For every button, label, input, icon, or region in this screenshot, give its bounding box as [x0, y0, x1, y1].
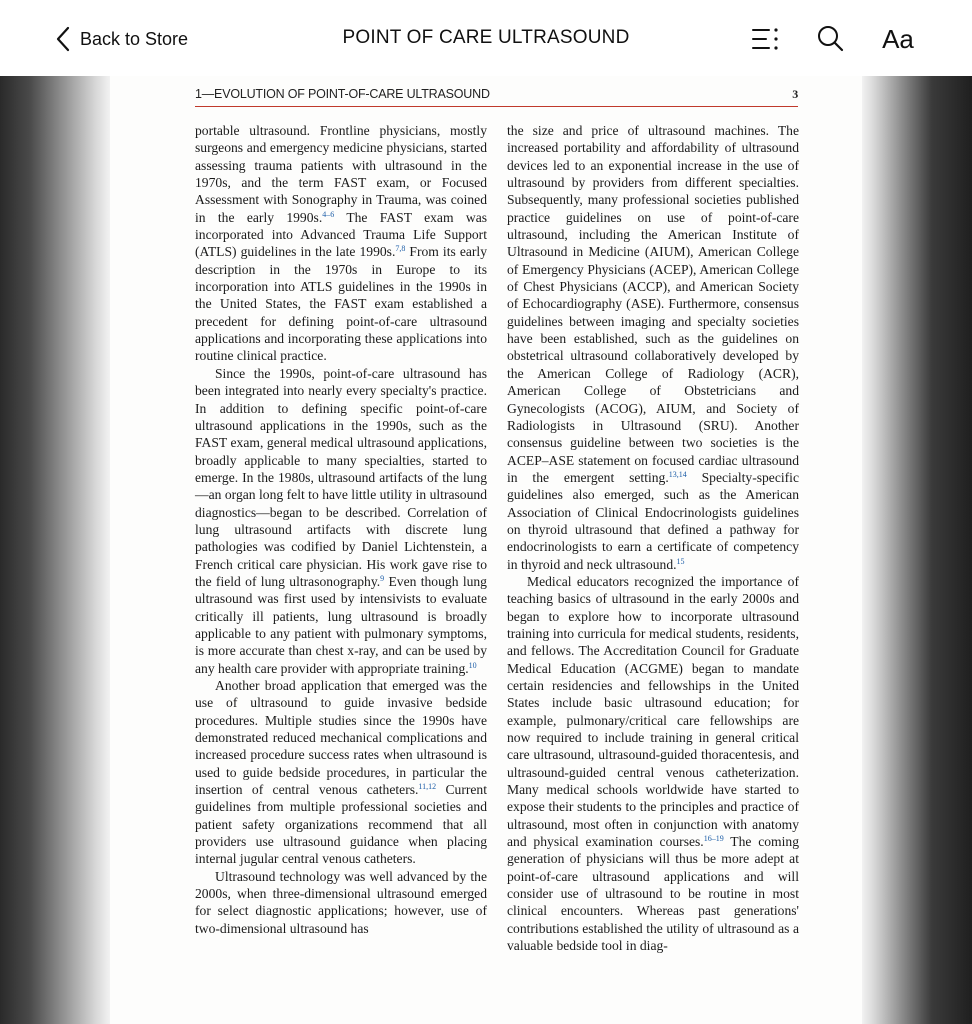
- body-paragraph: [195, 677, 487, 868]
- paragraph-text: the size and price of ultrasound machines. The increased portability and affordability of ultrasound devices led to an exponential increase in the use of ultrasound by providers from different specialties. Subsequently, many professional societies published practice guidelines on use of point-of-care ultrasound, including the American Institute of Ultrasound in Medicine (AIUM), American College of Emergency Physicians (ACEP), American College of Chest Physicians (ACCP), and American Society of Echocardiography (ASE). Furthermore, consensus guidelines between imaging and specialty societies have been established, such as the guidelines on obstetrical ultrasound collaboratively developed by the American College of Radiology (ACR), American College of Obstetricians and Gynecologists (ACOG), AIUM, and Society of Radiologists in Ultrasound (SRU). Another consensus guideline between two societies is the ACEP–ASE statement on focused cardiac ultrasound in the emergent setting.: [507, 123, 799, 485]
- paragraph-text: Even though lung ultrasound was first used by intensivists to evaluate critically ill patients, lung ultrasound is broadly applicable to any patient with pulmonary symptoms, is more accurate than chest x-ray, and can be used by any health care provider with appropriate training.: [195, 573, 487, 676]
- left-text-column: [195, 122, 487, 937]
- citation-superscript[interactable]: 7,8: [395, 244, 406, 254]
- paragraph-text: Since the 1990s, point-of-care ultrasound has been integrated into nearly every specialty's practice. In addition to defining specific point-of-care ultrasound applications in the 1990s, such as the FAST exam, general medical ultrasound applications, broadly applicable to many specialties, started to emerge. In the 1980s, ultrasound artifacts of the lung—an organ long felt to have little utility in ultrasound diagnostics—began to be described. Correlation of lung ultrasound artifacts with discrete lung pathologies was codified by Daniel Lichtenstein, a French critical care physician. His work gave rise to the field of lung ultrasonography.: [195, 365, 487, 589]
- paragraph-text: The FAST exam was incorporated into Advanced Trauma Life Support (ATLS) guidelines in the late 1990s.: [195, 209, 488, 260]
- body-paragraph: [507, 573, 799, 955]
- paragraph-text: portable ultrasound. Frontline physicians, mostly surgeons and emergency medicine physicians, started assessing trauma patients with ultrasound in the 1970s, and the term FAST exam, or Focused Assessment with Sonography in Trauma, was coined in the early 1990s.: [195, 123, 487, 225]
- body-paragraph: [195, 122, 487, 365]
- body-paragraph: [195, 868, 487, 937]
- back-to-store-button[interactable]: [56, 24, 188, 54]
- paragraph-text: Current guidelines from multiple professional societies and patient safety organizations recommend that all providers use ultrasound guidance when placing internal jugular central venous catheters.: [195, 782, 487, 867]
- citation-superscript[interactable]: 16–19: [703, 834, 724, 844]
- citation-superscript[interactable]: 15: [676, 556, 685, 566]
- running-head: [195, 86, 798, 107]
- paragraph-text: Specialty-specific guidelines also emerged, such as the American Association of Clinical Endocrinologists guidelines on thyroid ultrasound that defined a pathway for endocrinologists to earn a certificate of competency in thyroid and neck ultrasound.: [507, 469, 799, 572]
- left-page-margin: [0, 76, 110, 1024]
- paragraph-text: Medical educators recognized the importance of teaching basics of ultrasound in the early 2000s and began to explore how to incorporate ultrasound training into curricula for medical students, residents, and fellows. The Accreditation Council for Graduate Medical Education (ACGME) began to mandate certain residencies and fellowships in the United States include basic ultrasound education; for example, pulmonary/critical care fellowships are now required to include training in general critical care ultrasound, ultrasound-guided thoracentesis, and ultrasound-guided central venous catheterization. Many medical schools worldwide have started to expose their students to the principles and practice of ultrasound, most often in conjunction with anatomy and physical examination courses.: [507, 573, 799, 850]
- citation-superscript[interactable]: 4–6: [322, 209, 335, 219]
- table-of-contents-icon[interactable]: [749, 22, 783, 56]
- body-paragraph: [195, 365, 487, 677]
- page-number: 3: [792, 87, 798, 101]
- book-page: [110, 76, 862, 1024]
- citation-superscript[interactable]: 11,12: [418, 782, 437, 792]
- chapter-running-title: 1—EVOLUTION OF POINT-OF-CARE ULTRASOUND: [195, 87, 490, 101]
- search-icon[interactable]: [814, 22, 848, 56]
- chevron-left-icon: [56, 26, 70, 52]
- body-paragraph: [507, 122, 799, 573]
- paragraph-text: The coming generation of physicians will thus be more adept at point-of-care ultrasound applications and will consider use of ultrasound to be routine in most clinical encounters. Whereas past generations' contributions established the utility of ultrasound as a valuable bedside tool in diag-: [507, 834, 799, 954]
- citation-superscript[interactable]: 9: [380, 573, 385, 583]
- right-page-margin: [862, 76, 972, 1024]
- back-to-store-label: Back to Store: [80, 28, 189, 49]
- font-settings-button[interactable]: Aa: [882, 24, 914, 54]
- right-text-column: [507, 122, 799, 955]
- paragraph-text: From its early description in the 1970s in Europe to its incorporation into ATLS guidelines in the 1990s in the United States, the FAST exam established a precedent for defining point-of-care ultrasound applications and incorporating these applications into routine clinical practice.: [195, 244, 487, 364]
- paragraph-text: Another broad application that emerged was the use of ultrasound to guide invasive bedside procedures. Multiple studies since the 1990s have demonstrated reduced mechanical complications and increased procedure success rates when ultrasound is used to guide bedside procedures, in particular the insertion of central venous catheters.: [195, 678, 487, 798]
- citation-superscript[interactable]: 13,14: [668, 469, 687, 479]
- reader-toolbar: [0, 0, 972, 76]
- citation-superscript[interactable]: 10: [468, 660, 477, 670]
- paragraph-text: Ultrasound technology was well advanced by the 2000s, when three-dimensional ultrasound emerged for select diagnostic applications; however, use of two-dimensional ultrasound has: [195, 868, 487, 936]
- book-title: POINT OF CARE ULTRASOUND: [342, 27, 630, 48]
